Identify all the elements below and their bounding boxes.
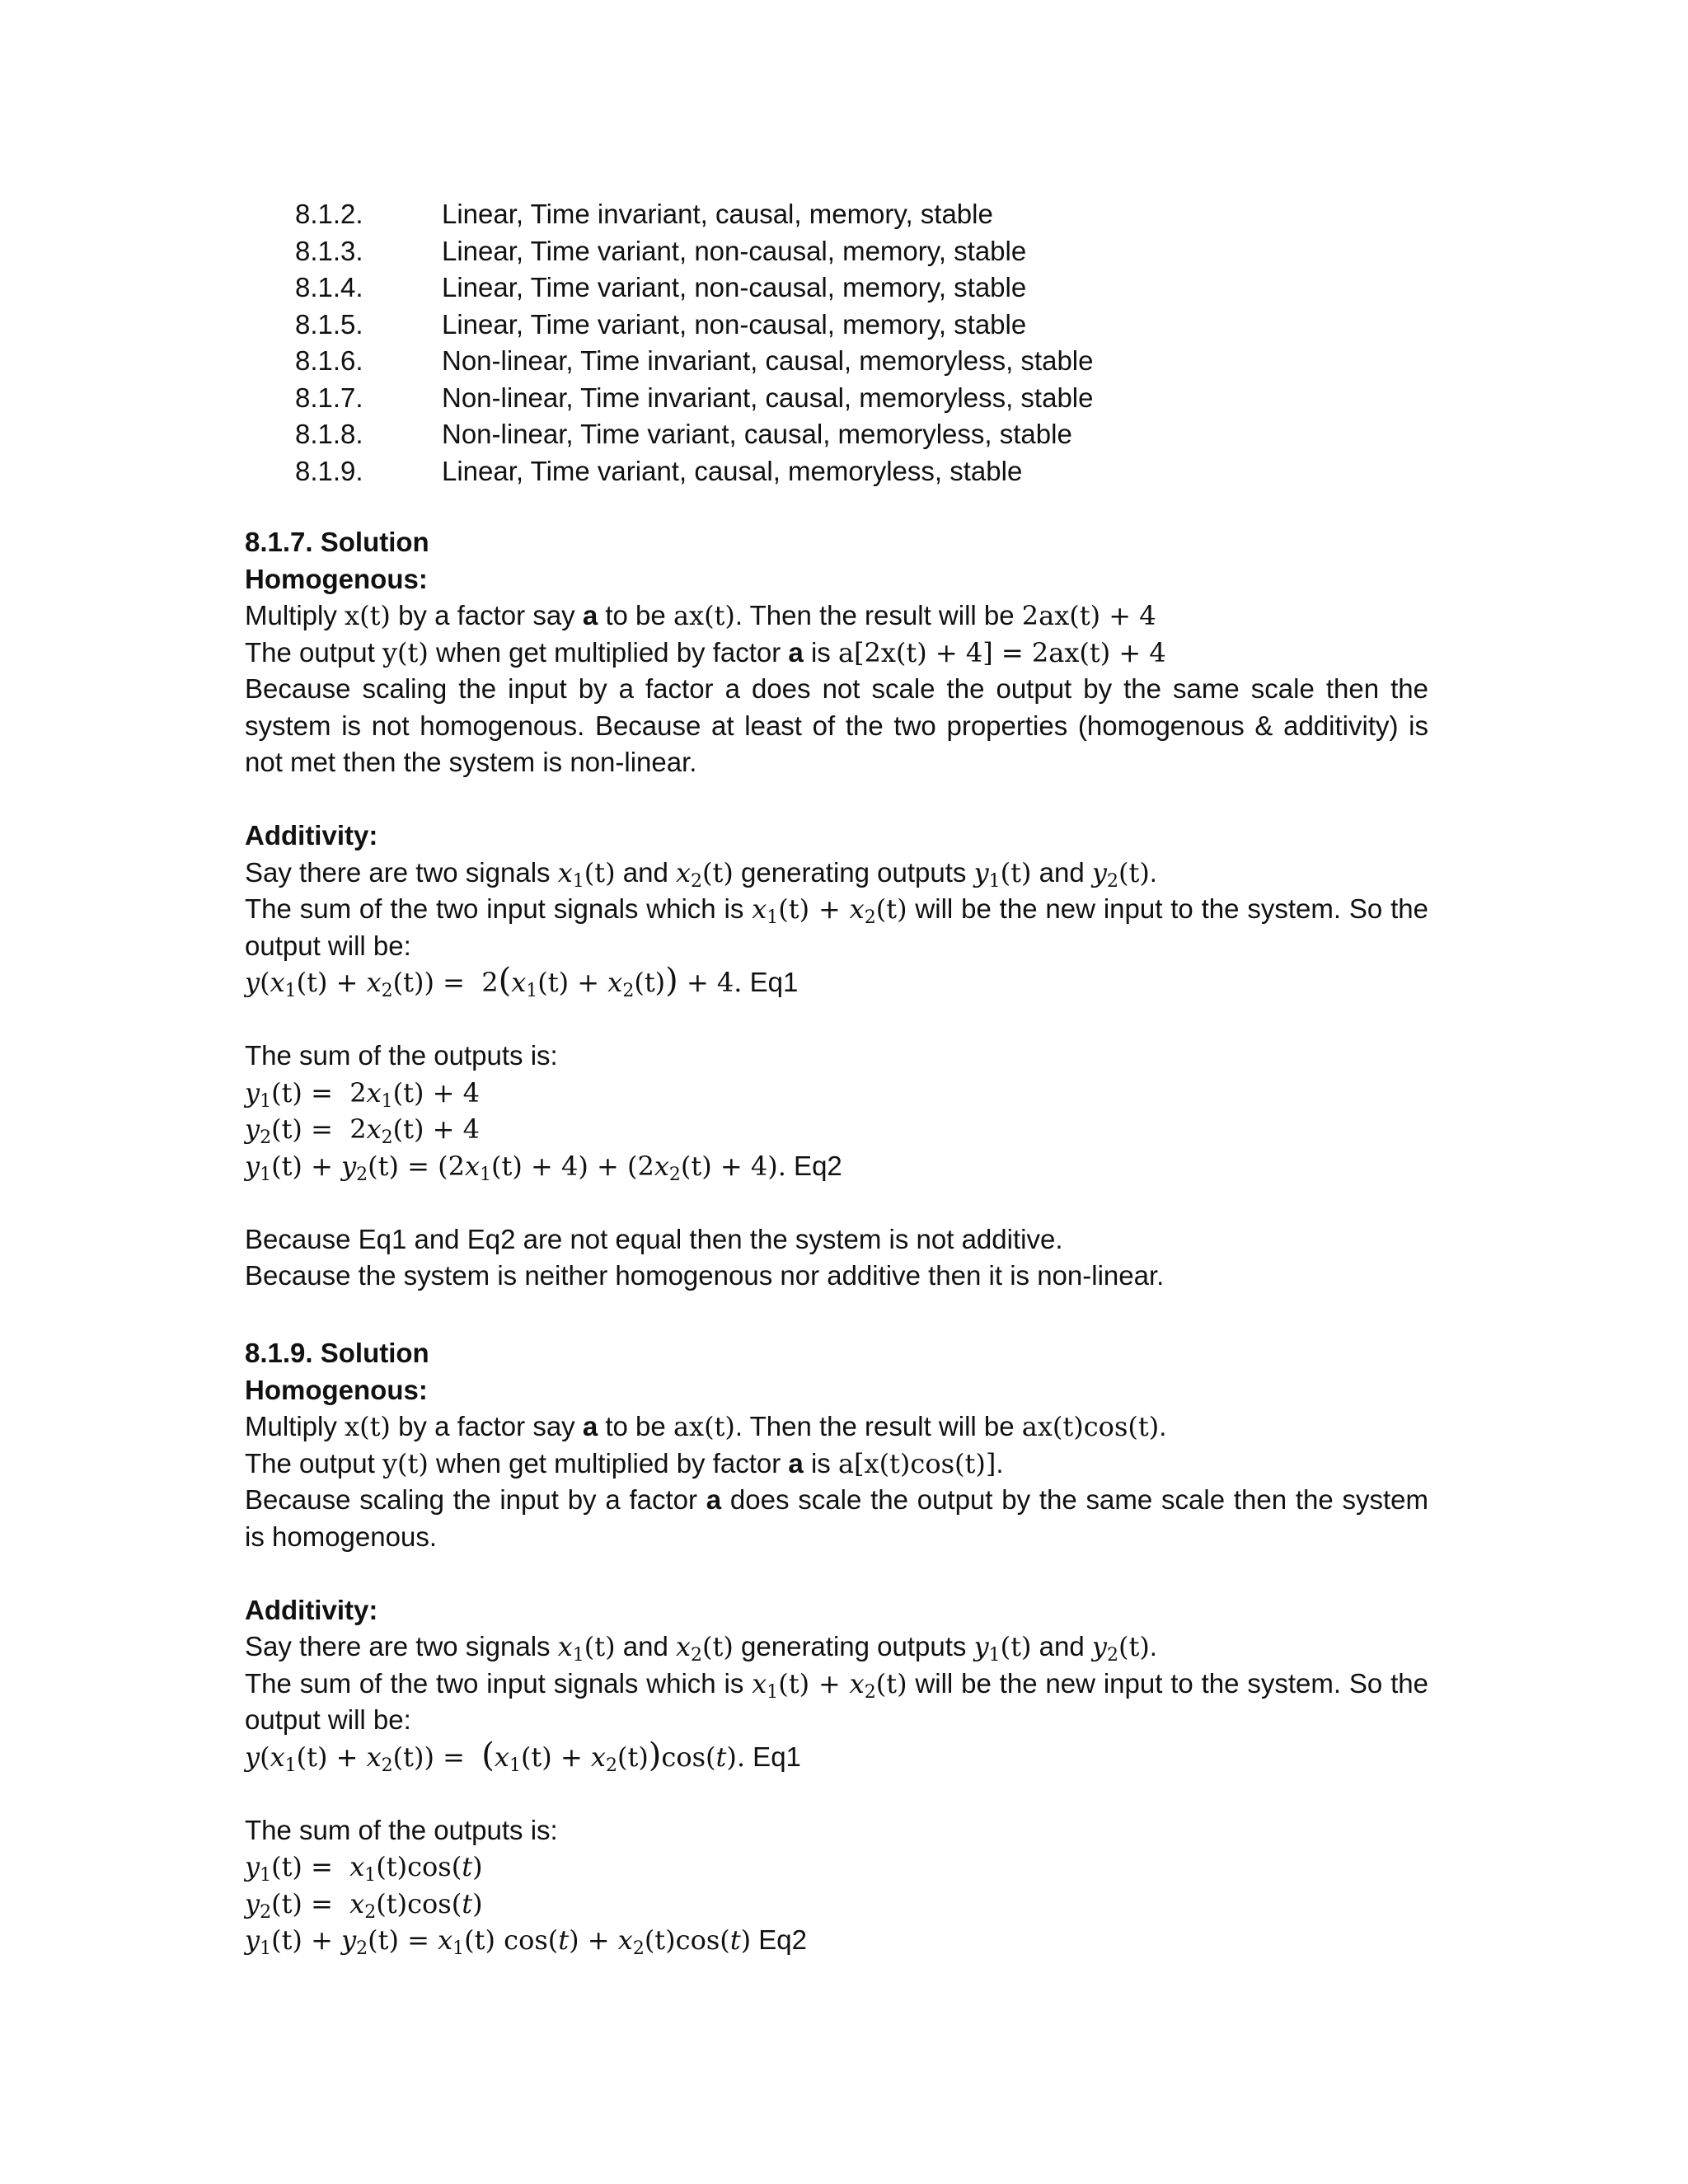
additivity-line-2: The sum of the two input signals which is $x_1(t) + x_2(t)$ will be the new input to the system. So the output will be: [245, 893, 1429, 961]
solution-817 [245, 524, 1428, 1295]
equation-eq1: $y(x_1(t) + x_2(t)) = (x_1(t) + x_2(t))\cos(t)$. Eq1 [245, 1736, 801, 1776]
item-text: Linear, Time variant, non-causal, memory, stable [442, 235, 1027, 266]
homogenous-heading: Homogenous: [245, 1374, 428, 1405]
list-item [295, 416, 1094, 453]
homogenous-line-1: Multiply x(t) by a factor say a to be ax(t). Then the result will be 2ax(t) + 4 [245, 600, 1156, 631]
item-number: 8.1.7. [295, 382, 363, 413]
item-number: 8.1.4. [295, 272, 363, 302]
item-text: Linear, Time invariant, causal, memory, stable [442, 199, 993, 229]
item-text: Non-linear, Time variant, causal, memoryless, stable [442, 419, 1072, 449]
solution-819 [245, 1335, 1428, 1959]
list-item [295, 233, 1094, 270]
item-number: 8.1.9. [295, 455, 363, 486]
list-item [295, 196, 1094, 233]
equation-y1: $y_1(t) = 2x_1(t) + 4$ [245, 1076, 480, 1112]
item-number: 8.1.3. [295, 235, 363, 266]
homogenous-line-2: The output y(t) when get multiplied by factor a is a[2x(t) + 4] = 2ax(t) + 4 [245, 636, 1166, 668]
answer-list [295, 196, 1094, 490]
item-number: 8.1.5. [295, 308, 363, 340]
list-item [295, 453, 1094, 490]
item-number: 8.1.6. [295, 345, 363, 376]
additivity-heading: Additivity: [245, 1594, 378, 1625]
item-text: Non-linear, Time invariant, causal, memoryless, stable [442, 382, 1094, 413]
equation-y2: $y_2(t) = x_2(t)\cos(t)$ [245, 1887, 483, 1923]
homogenous-conclusion: Because scaling the input by a factor a does not scale the output by the same scale then the system is not homogenous. Because at least of the two properties (homogenous & additivity) is not met then the system is non-linear. [245, 673, 1428, 777]
list-item [295, 380, 1094, 417]
equation-y1: $y_1(t) = x_1(t)\cos(t)$ [245, 1851, 483, 1886]
equation-y2: $y_2(t) = 2x_2(t) + 4$ [245, 1113, 480, 1148]
list-item [295, 343, 1094, 380]
item-number: 8.1.8. [295, 419, 363, 449]
conclusion-1: Because Eq1 and Eq2 are not equal then the system is not additive. [245, 1223, 1063, 1254]
homogenous-line-1: Multiply x(t) by a factor say a to be ax(t). Then the result will be ax(t)cos(t). [245, 1411, 1167, 1442]
section-title: 8.1.7. Solution [245, 527, 429, 557]
equation-eq1: $y(x_1(t) + x_2(t)) = 2(x_1(t) + x_2(t)) + 4$. Eq1 [245, 962, 799, 1001]
additivity-line-2: The sum of the two input signals which is $x_1(t) + x_2(t)$ will be the new input to the system. So the output will be: [245, 1667, 1429, 1735]
item-number: 8.1.2. [295, 199, 363, 229]
conclusion-2: Because the system is neither homogenous nor additive then it is non-linear. [245, 1260, 1165, 1291]
sum-label: The sum of the outputs is: [245, 1040, 558, 1071]
additivity-line-1: Say there are two signals $x_1(t)$ and $x_2(t)$ generating outputs $y_1(t)$ and $y_2(t)$. [245, 1631, 1157, 1666]
additivity-heading: Additivity: [245, 820, 378, 851]
sum-label: The sum of the outputs is: [245, 1814, 558, 1845]
list-item [295, 269, 1094, 307]
list-item [295, 307, 1094, 344]
equation-eq2: $y_1(t) + y_2(t) = x_1(t) \cos(t) + x_2(t)\cos(t)$ Eq2 [245, 1924, 807, 1959]
homogenous-line-2: The output y(t) when get multiplied by factor a is a[x(t)cos(t)]. [245, 1447, 1004, 1479]
homogenous-heading: Homogenous: [245, 563, 428, 594]
item-text: Linear, Time variant, non-causal, memory, stable [442, 272, 1027, 302]
section-title: 8.1.9. Solution [245, 1338, 429, 1368]
additivity-line-1: Say there are two signals $x_1(t)$ and $x_2(t)$ generating outputs $y_1(t)$ and $y_2(t)$. [245, 856, 1157, 892]
homogenous-conclusion: Because scaling the input by a factor a does scale the output by the same scale then the system is homogenous. [245, 1484, 1428, 1552]
equation-eq2: $y_1(t) + y_2(t) = (2x_1(t) + 4) + (2x_2(t) + 4)$. Eq2 [245, 1150, 842, 1185]
item-text: Linear, Time variant, causal, memoryless, stable [442, 455, 1023, 486]
item-text: Linear, Time variant, non-causal, memory, stable [442, 308, 1027, 340]
item-text: Non-linear, Time invariant, causal, memoryless, stable [442, 345, 1094, 376]
